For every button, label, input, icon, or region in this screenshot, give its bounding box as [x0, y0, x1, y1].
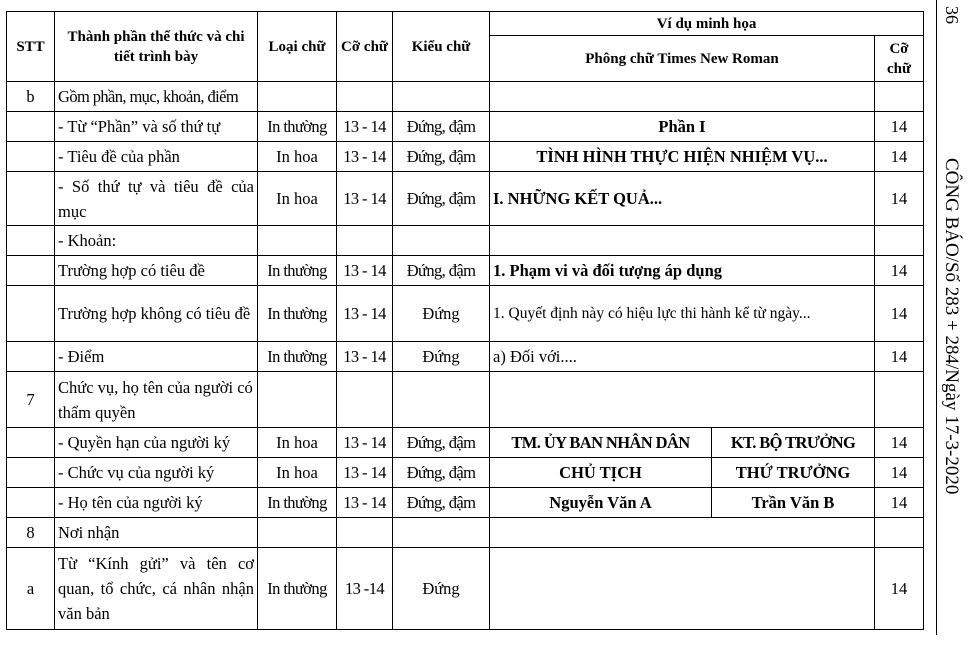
cell-example-right: THỨ TRƯỞNG: [712, 458, 875, 488]
cell-component: Trường hợp không có tiêu đề: [55, 286, 258, 342]
cell-type: In hoa: [258, 458, 337, 488]
cell-size: 13 -14: [337, 548, 393, 630]
cell-size: [337, 518, 393, 548]
cell-stt: [7, 172, 55, 226]
cell-example: a) Đối với....: [490, 342, 875, 372]
header-stt: STT: [7, 12, 55, 82]
header-font: Phông chữ Times New Roman: [490, 36, 875, 82]
table-row: [7, 428, 924, 458]
cell-type: [258, 518, 337, 548]
cell-component: Gồm phần, mục, khoản, điểm: [55, 82, 258, 112]
cell-example-left: CHỦ TỊCH: [490, 458, 712, 488]
cell-example: [490, 372, 875, 428]
table-row: [7, 548, 924, 630]
header-type: Loại chữ: [258, 12, 337, 82]
cell-example-size: 14: [875, 286, 924, 342]
page-number: 36: [942, 6, 962, 24]
cell-stt: 8: [7, 518, 55, 548]
cell-size: [337, 226, 393, 256]
cell-stt: a: [7, 548, 55, 630]
cell-stt: [7, 458, 55, 488]
cell-size: 13 - 14: [337, 286, 393, 342]
cell-example: 1. Quyết định này có hiệu lực thi hành kể từ ngày...: [490, 286, 875, 342]
cell-example-size: 14: [875, 142, 924, 172]
cell-stt: b: [7, 82, 55, 112]
cell-style: Đứng, đậm: [393, 142, 490, 172]
table-row: [7, 286, 924, 342]
cell-type: In thường: [258, 548, 337, 630]
cell-style: Đứng: [393, 342, 490, 372]
cell-component: - Điểm: [55, 342, 258, 372]
cell-type: In thường: [258, 112, 337, 142]
cell-component: Chức vụ, họ tên của người có thẩm quyền: [55, 372, 258, 428]
cell-style: Đứng, đậm: [393, 172, 490, 226]
cell-style: Đứng, đậm: [393, 488, 490, 518]
cell-component: - Số thứ tự và tiêu đề của mục: [55, 172, 258, 226]
cell-type: [258, 372, 337, 428]
cell-example: I. NHỮNG KẾT QUẢ...: [490, 172, 875, 226]
table-row: [7, 518, 924, 548]
cell-size: 13 - 14: [337, 458, 393, 488]
cell-component: Nơi nhận: [55, 518, 258, 548]
cell-style: Đứng, đậm: [393, 428, 490, 458]
cell-component: - Tiêu đề của phần: [55, 142, 258, 172]
table-row: [7, 226, 924, 256]
cell-stt: [7, 112, 55, 142]
cell-example-size: [875, 518, 924, 548]
cell-example-size: 14: [875, 458, 924, 488]
cell-size: 13 - 14: [337, 342, 393, 372]
cell-example: 1. Phạm vi và đối tượng áp dụng: [490, 256, 875, 286]
cell-style: Đứng: [393, 548, 490, 630]
cell-example: [490, 82, 875, 112]
cell-component: - Từ “Phần” và số thứ tự: [55, 112, 258, 142]
cell-example-size: 14: [875, 256, 924, 286]
cell-size: 13 - 14: [337, 256, 393, 286]
table-row: [7, 112, 924, 142]
cell-type: [258, 226, 337, 256]
cell-example-right: KT. BỘ TRƯỞNG: [712, 428, 875, 458]
cell-style: [393, 82, 490, 112]
table-row: [7, 342, 924, 372]
cell-size: 13 - 14: [337, 172, 393, 226]
gazette-running-header: CÔNG BÁO/Số 283 + 284/Ngày 17-3-2020: [941, 158, 962, 495]
cell-stt: [7, 226, 55, 256]
cell-size: [337, 82, 393, 112]
header-example-size: Cỡ chữ: [875, 36, 924, 82]
header-example: Ví dụ minh họa: [490, 12, 924, 36]
table-row: [7, 256, 924, 286]
cell-stt: [7, 142, 55, 172]
cell-size: 13 - 14: [337, 142, 393, 172]
cell-example-size: [875, 372, 924, 428]
cell-example: [490, 518, 875, 548]
cell-example-size: [875, 82, 924, 112]
cell-type: In thường: [258, 256, 337, 286]
cell-example-size: 14: [875, 342, 924, 372]
cell-example: [490, 226, 875, 256]
format-table: [6, 11, 924, 630]
cell-style: Đứng, đậm: [393, 112, 490, 142]
cell-type: In hoa: [258, 142, 337, 172]
cell-example: TÌNH HÌNH THỰC HIỆN NHIỆM VỤ...: [490, 142, 875, 172]
table-row: [7, 488, 924, 518]
cell-example-size: [875, 226, 924, 256]
cell-type: In thường: [258, 342, 337, 372]
cell-style: Đứng, đậm: [393, 458, 490, 488]
cell-type: In thường: [258, 488, 337, 518]
table-row: [7, 172, 924, 226]
cell-stt: [7, 488, 55, 518]
table-row: [7, 142, 924, 172]
cell-style: Đứng, đậm: [393, 256, 490, 286]
cell-size: 13 - 14: [337, 428, 393, 458]
cell-example: [490, 548, 875, 630]
cell-type: In hoa: [258, 172, 337, 226]
cell-component: Từ “Kính gửi” và tên cơ quan, tổ chức, cá nhân nhận văn bản: [55, 548, 258, 630]
cell-stt: [7, 428, 55, 458]
cell-type: [258, 82, 337, 112]
cell-example-left: TM. ỦY BAN NHÂN DÂN: [490, 428, 712, 458]
table-row: [7, 458, 924, 488]
header-style: Kiểu chữ: [393, 12, 490, 82]
header-component: Thành phần thể thức và chi tiết trình bày: [55, 12, 258, 82]
cell-example-size: 14: [875, 428, 924, 458]
cell-stt: 7: [7, 372, 55, 428]
cell-example: Phần I: [490, 112, 875, 142]
cell-example-size: 14: [875, 488, 924, 518]
cell-example-left: Nguyễn Văn A: [490, 488, 712, 518]
cell-stt: [7, 342, 55, 372]
cell-size: 13 - 14: [337, 112, 393, 142]
table-row: [7, 372, 924, 428]
cell-example-size: 14: [875, 172, 924, 226]
cell-stt: [7, 256, 55, 286]
cell-component: - Họ tên của người ký: [55, 488, 258, 518]
cell-size: 13 - 14: [337, 488, 393, 518]
cell-example-right: Trần Văn B: [712, 488, 875, 518]
cell-type: In thường: [258, 286, 337, 342]
table-row: [7, 82, 924, 112]
cell-style: [393, 226, 490, 256]
cell-component: - Khoản:: [55, 226, 258, 256]
cell-component: - Quyền hạn của người ký: [55, 428, 258, 458]
cell-style: Đứng: [393, 286, 490, 342]
cell-style: [393, 518, 490, 548]
cell-component: - Chức vụ của người ký: [55, 458, 258, 488]
cell-example-size: 14: [875, 548, 924, 630]
cell-component: Trường hợp có tiêu đề: [55, 256, 258, 286]
header-size: Cỡ chữ: [337, 12, 393, 82]
cell-type: In hoa: [258, 428, 337, 458]
cell-example-size: 14: [875, 112, 924, 142]
cell-size: [337, 372, 393, 428]
cell-style: [393, 372, 490, 428]
cell-stt: [7, 286, 55, 342]
